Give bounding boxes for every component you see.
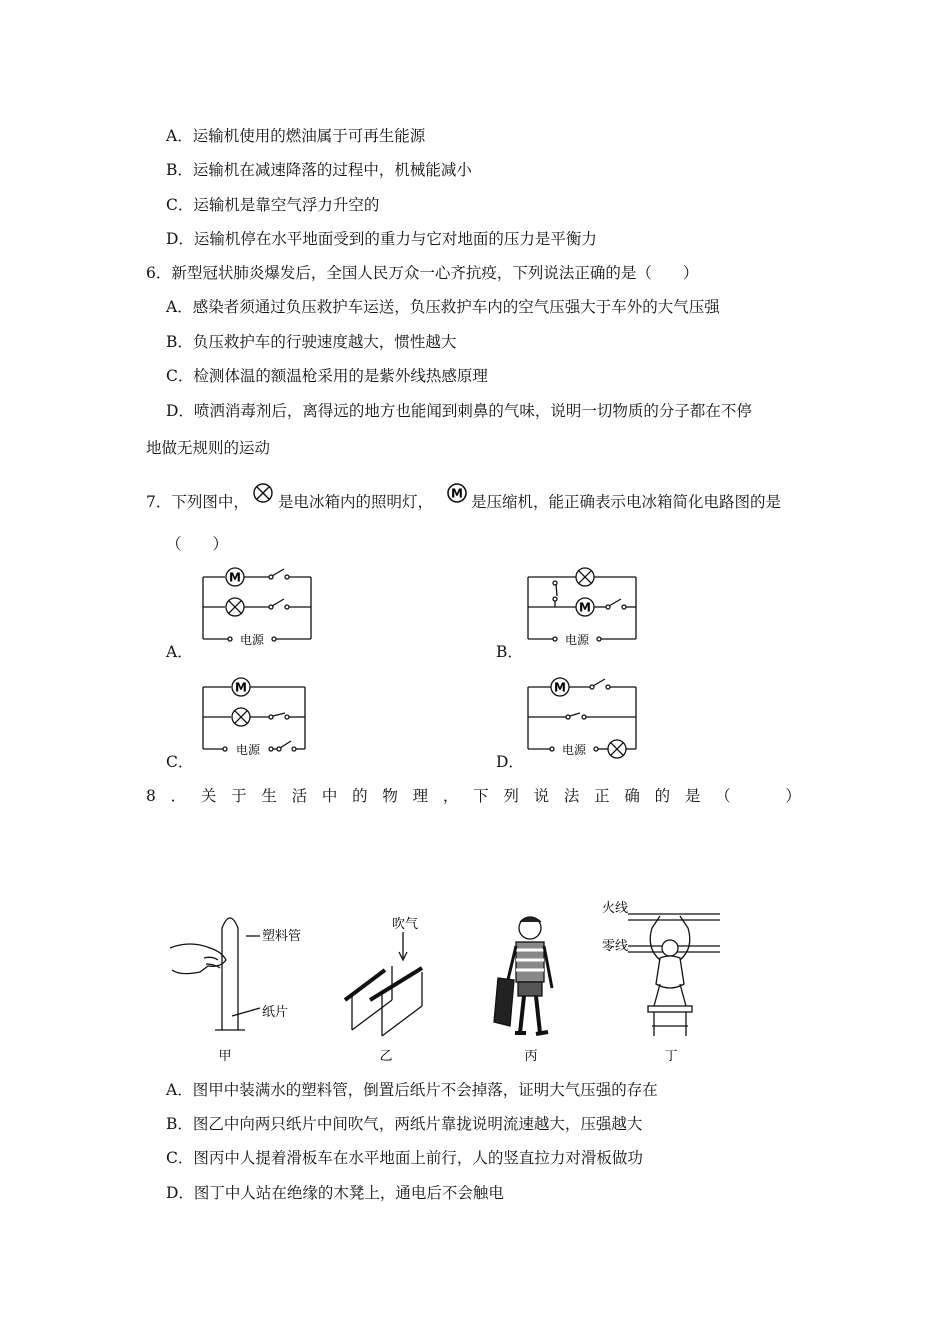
figure-label-bing: 丙 (524, 1049, 538, 1064)
q6-option-d-continuation: 地做无规则的运动 (146, 439, 271, 457)
circuit-diagram-b (520, 563, 645, 651)
q8-stem-char: 是 (684, 787, 701, 805)
circuit-diagram-d (520, 673, 645, 761)
q8-stem-char: 的 (352, 787, 368, 805)
motor-symbol-letter: M (554, 680, 566, 695)
q7-bracket: （ ） (166, 535, 229, 553)
motor-symbol-letter: M (579, 600, 591, 615)
figure-ding-person (628, 914, 720, 1036)
q8-stem-char: 8 (146, 787, 156, 805)
q8-stem-char: 活 (291, 787, 308, 805)
figure-label-jia: 甲 (218, 1049, 232, 1064)
circuit-diagram-c (195, 673, 320, 761)
motor-symbol-letter: M (451, 486, 463, 501)
q8-stem-char: ， (442, 787, 459, 805)
figure-jia-tube (170, 918, 260, 1030)
power-source-label: 电源 (235, 743, 261, 757)
q8-stem-char: 下 (473, 787, 489, 805)
motor-symbol-letter: M (235, 680, 247, 695)
q8-stem-char: 关 (200, 787, 217, 805)
q6-option-c: C．检测体温的额温枪采用的是紫外线热感原理 (166, 367, 488, 385)
q8-stem-char: 中 (321, 787, 338, 805)
q8-option-c: C．图丙中人提着滑板车在水平地面上前行，人的竖直拉力对滑板做功 (166, 1149, 643, 1167)
q8-stem-char: ） (785, 787, 801, 805)
q7-stem-part3: 是压缩机，能正确表示电冰箱简化电路图的是 (471, 493, 782, 511)
lamp-symbol-icon (252, 482, 274, 504)
q8-stem-char: 法 (563, 787, 580, 805)
q5-option-c: C．运输机是靠空气浮力升空的 (166, 196, 380, 214)
figure-label-yi: 乙 (379, 1049, 393, 1064)
figure-bing-person (494, 917, 552, 1034)
q8-stem-char: 确 (624, 787, 640, 805)
circuit-diagram-a (195, 563, 320, 651)
q6-option-a: A．感染者须通过负压救护车运送，负压救护车内的空气压强大于车外的大气压强 (166, 298, 720, 316)
q8-stem-char: ． (170, 787, 187, 805)
figure-label-ding: 丁 (664, 1049, 678, 1064)
q7-stem-part2: 是电冰箱内的照明灯， (278, 493, 434, 511)
q7-option-b-label: B． (496, 643, 523, 661)
q8-option-b: B．图乙中向两只纸片中间吹气，两纸片靠拢说明流速越大，压强越大 (166, 1115, 643, 1133)
q8-stem-char: 正 (594, 787, 610, 805)
q7-stem-part1: 7．下列图中， (146, 493, 249, 511)
q5-option-b: B．运输机在减速降落的过程中，机械能减小 (166, 161, 472, 179)
live-wire-label: 火线 (602, 901, 629, 916)
q8-stem-char: 理 (412, 787, 429, 805)
q8-option-d: D．图丁中人站在绝缘的木凳上，通电后不会触电 (166, 1184, 504, 1202)
q8-stem-char: 说 (533, 787, 550, 805)
q7-option-d-label: D． (496, 753, 524, 771)
q7-option-a-label: A． (166, 643, 193, 661)
tube-label: 塑料管 (262, 929, 302, 944)
q8-figure-strip (160, 888, 740, 1068)
q8-stem-char: 列 (503, 787, 519, 805)
q5-option-d: D．运输机停在水平地面受到的重力与它对地面的压力是平衡力 (166, 230, 597, 248)
q8-stem-char: 生 (261, 787, 277, 805)
blow-label: 吹气 (392, 917, 419, 932)
q8-stem (146, 786, 801, 806)
q8-stem-char: （ (715, 787, 731, 805)
figure-yi-papers (345, 932, 422, 1036)
power-source-label: 电源 (564, 633, 590, 647)
motor-symbol-letter: M (229, 570, 241, 585)
power-source-label: 电源 (239, 633, 265, 647)
neutral-wire-label: 零线 (602, 939, 629, 954)
q8-stem-char: 的 (654, 787, 671, 805)
q6-option-b: B．负压救护车的行驶速度越大，惯性越大 (166, 333, 457, 351)
power-source-label: 电源 (561, 743, 587, 757)
q8-stem-char: 物 (382, 787, 398, 805)
q6-stem: 6．新型冠状肺炎爆发后，全国人民万众一心齐抗疫，下列说法正确的是（ ） (146, 264, 699, 282)
paper-label: 纸片 (262, 1005, 289, 1020)
q8-stem-char: 于 (231, 787, 247, 805)
motor-symbol-icon (446, 482, 468, 504)
q5-option-a: A．运输机使用的燃油属于可再生能源 (166, 127, 426, 145)
q6-option-d: D．喷洒消毒剂后，离得远的地方也能闻到刺鼻的气味，说明一切物质的分子都在不停 (166, 402, 752, 420)
q8-option-a: A．图甲中装满水的塑料管，倒置后纸片不会掉落，证明大气压强的存在 (166, 1081, 658, 1099)
q7-option-c-label: C． (166, 753, 194, 771)
